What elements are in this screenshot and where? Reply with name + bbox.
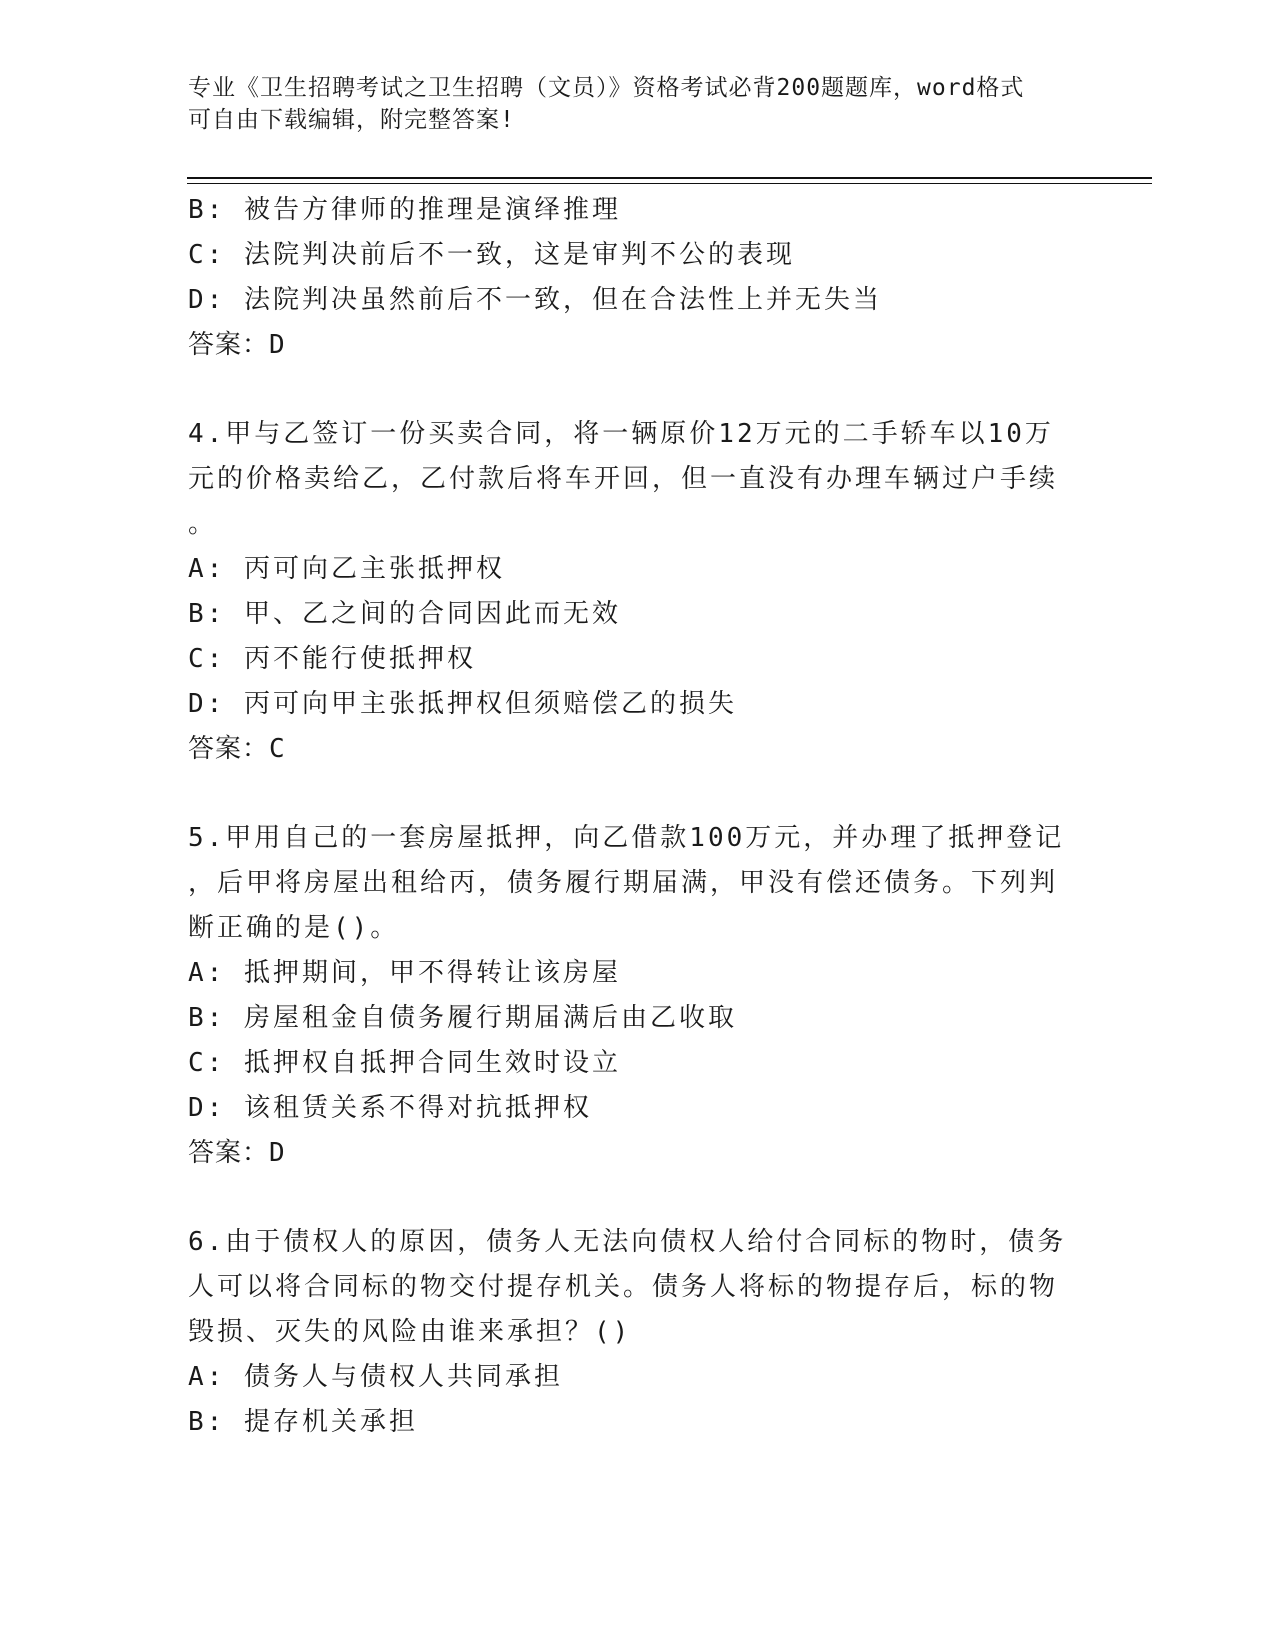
option-a: A: 抵押期间，甲不得转让该房屋 xyxy=(188,958,621,988)
question-stem-line: 人可以将合同标的物交付提存机关。债务人将标的物提存后，标的物 xyxy=(188,1272,1059,1302)
header-rule-thick xyxy=(187,177,1152,179)
question-stem-line: 断正确的是()。 xyxy=(188,913,400,943)
answer-line: 答案：D xyxy=(188,330,286,360)
option-a: A: 丙可向乙主张抵押权 xyxy=(188,554,505,584)
option-b: B: 被告方律师的推理是演绎推理 xyxy=(188,195,621,225)
question-list xyxy=(188,188,1068,1445)
question-5 xyxy=(188,816,1068,1176)
question-stem-line: ，后甲将房屋出租给丙，债务履行期届满，甲没有偿还债务。下列判 xyxy=(188,868,1059,898)
question-3-tail xyxy=(188,188,1068,368)
question-6 xyxy=(188,1220,1068,1445)
spacer xyxy=(188,368,1068,412)
document-header xyxy=(188,72,1068,136)
header-line-2: 可自由下载编辑，附完整答案! xyxy=(188,107,515,133)
option-c: C: 法院判决前后不一致，这是审判不公的表现 xyxy=(188,240,795,270)
answer-line: 答案：C xyxy=(188,734,286,764)
spacer xyxy=(188,772,1068,816)
option-a: A: 债务人与债权人共同承担 xyxy=(188,1362,563,1392)
question-stem-line: 6.由于债权人的原因，债务人无法向债权人给付合同标的物时，债务 xyxy=(188,1227,1067,1257)
option-c: C: 丙不能行使抵押权 xyxy=(188,644,476,674)
question-stem-line: 元的价格卖给乙，乙付款后将车开回，但一直没有办理车辆过户手续 xyxy=(188,464,1059,494)
option-d: D: 法院判决虽然前后不一致，但在合法性上并无失当 xyxy=(188,285,882,315)
header-rule-thin xyxy=(187,183,1152,184)
option-c: C: 抵押权自抵押合同生效时设立 xyxy=(188,1048,621,1078)
option-d: D: 丙可向甲主张抵押权但须赔偿乙的损失 xyxy=(188,689,737,719)
header-line-1: 专业《卫生招聘考试之卫生招聘（文员）》资格考试必背200题题库，word格式 xyxy=(188,75,1025,101)
answer-line: 答案：D xyxy=(188,1138,286,1168)
question-stem-line: 。 xyxy=(188,509,218,539)
question-stem-line: 5.甲用自己的一套房屋抵押，向乙借款100万元，并办理了抵押登记 xyxy=(188,823,1065,853)
spacer xyxy=(188,1176,1068,1220)
question-stem-line: 毁损、灭失的风险由谁来承担？() xyxy=(188,1317,632,1347)
option-d: D: 该租赁关系不得对抗抵押权 xyxy=(188,1093,592,1123)
option-b: B: 甲、乙之间的合同因此而无效 xyxy=(188,599,621,629)
option-b: B: 房屋租金自债务履行期届满后由乙收取 xyxy=(188,1003,737,1033)
question-stem-line: 4.甲与乙签订一份买卖合同，将一辆原价12万元的二手轿车以10万 xyxy=(188,419,1054,449)
question-4 xyxy=(188,412,1068,772)
option-b: B: 提存机关承担 xyxy=(188,1407,418,1437)
